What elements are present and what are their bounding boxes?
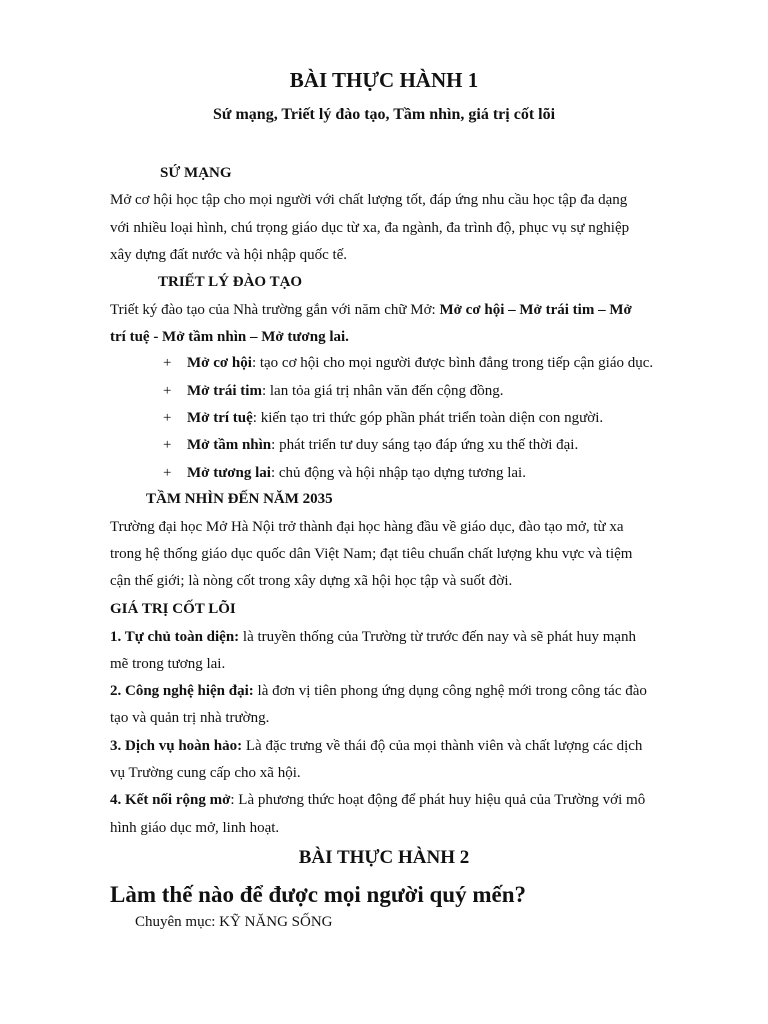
practice2-title: BÀI THỰC HÀNH 2	[298, 847, 470, 868]
practice2-category: Chuyên mục: KỸ NĂNG SỐNG	[135, 914, 333, 930]
bullet-marker: +	[163, 383, 172, 399]
vision-heading: TẦM NHÌN ĐẾN NĂM 2035	[146, 491, 333, 507]
core-value-term: 4. Kết nối rộng mở	[110, 792, 231, 808]
mission-heading: SỨ MẠNG	[160, 165, 232, 181]
bullet-term: Mở tầm nhìn	[187, 437, 272, 453]
practice2-question: Làm thế nào để được mọi người quý mến?	[110, 882, 526, 907]
philosophy-intro-line-2: trí tuệ - Mở tầm nhìn – Mở tương lai.	[110, 329, 349, 345]
bullet-term: Mở cơ hội	[187, 355, 252, 371]
bullet-desc: : phát triển tư duy sáng tạo đáp ứng xu thế thời đại.	[271, 437, 579, 453]
core-value-item-3	[110, 738, 642, 755]
philosophy-bullet	[163, 465, 526, 482]
philosophy-intro-line-1	[110, 302, 632, 319]
bullet-marker: +	[163, 437, 172, 453]
core-value-desc: là đơn vị tiên phong ứng dụng công nghệ mới trong công tác đào	[253, 683, 647, 699]
core-value-desc: là truyền thống của Trường từ trước đến nay và sẽ phát huy mạnh	[239, 629, 637, 645]
bullet-desc: : lan tỏa giá trị nhân văn đến cộng đồng.	[261, 383, 504, 399]
core-value-term: 2. Công nghệ hiện đại:	[110, 683, 254, 699]
core-value-item-1	[110, 629, 636, 646]
philosophy-bullet	[163, 410, 603, 427]
mission-line-3: xây dựng đất nước và hội nhập quốc tế.	[110, 247, 348, 263]
core-value-term: 3. Dịch vụ hoàn hảo:	[110, 738, 243, 754]
core-value-desc: : Là phương thức hoạt động để phát huy hiệu quả của Trường với mô	[230, 792, 646, 808]
bullet-marker: +	[163, 410, 172, 426]
core-value-item-3-cont: vụ Trường cung cấp cho xã hội.	[110, 765, 301, 781]
bullet-marker: +	[163, 465, 172, 481]
philosophy-heading: TRIẾT LÝ ĐÀO TẠO	[158, 274, 303, 290]
bullet-marker: +	[163, 355, 172, 371]
vision-line-3: cận thế giới; là nòng cốt trong xây dựng xã hội học tập và suốt đời.	[110, 573, 513, 589]
bullet-desc: : tạo cơ hội cho mọi người được bình đẳng trong tiếp cận giáo dục.	[251, 355, 654, 371]
mission-line-1: Mở cơ hội học tập cho mọi người với chất lượng tốt, đáp ứng nhu cầu học tập đa dạng	[110, 192, 628, 208]
core-value-desc: Là đặc trưng về thái độ của mọi thành viên và chất lượng các dịch	[242, 738, 643, 754]
vision-line-1: Trường đại học Mở Hà Nội trở thành đại học hàng đầu về giáo dục, đào tạo mở, từ xa	[110, 519, 624, 535]
bullet-term: Mở trái tim	[187, 383, 262, 399]
core-values-heading: GIÁ TRỊ CỐT LÕI	[110, 601, 236, 617]
practice1-title: BÀI THỰC HÀNH 1	[289, 68, 479, 92]
philosophy-bullet	[163, 383, 504, 400]
philosophy-bullet	[163, 355, 653, 372]
core-value-item-4-cont: hình giáo dục mở, linh hoạt.	[110, 820, 280, 836]
mission-line-2: với nhiều loại hình, chú trọng giáo dục từ xa, đa ngành, đa trình độ, phục vụ sự nghiệp	[110, 220, 630, 236]
philosophy-bullet	[163, 437, 578, 454]
core-value-item-2-cont: tạo và quản trị nhà trường.	[110, 710, 270, 726]
bullet-desc: : kiến tạo tri thức góp phần phát triển toàn diện con người.	[252, 410, 604, 426]
bullet-desc: : chủ động và hội nhập tạo dựng tương lai.	[270, 465, 526, 481]
vision-line-2: trong hệ thống giáo dục quốc dân Việt Nam; đạt tiêu chuẩn chất lượng khu vực và tiệm	[110, 546, 633, 562]
bullet-term: Mở trí tuệ	[187, 410, 253, 426]
practice1-subtitle: Sứ mạng, Triết lý đào tạo, Tầm nhìn, giá trị cốt lõi	[212, 106, 556, 123]
core-value-term: 1. Tự chủ toàn diện:	[110, 629, 240, 645]
core-value-item-1-cont: mẽ trong tương lai.	[110, 656, 226, 672]
philosophy-intro-plain: Triết ký đào tạo của Nhà trường gắn với năm chữ Mở:	[110, 302, 440, 318]
core-value-item-2	[110, 683, 647, 700]
bullet-term: Mở tương lai	[187, 465, 271, 481]
philosophy-intro-bold: Mở cơ hội – Mở trái tim – Mở	[439, 302, 632, 318]
core-value-item-4	[110, 792, 645, 809]
